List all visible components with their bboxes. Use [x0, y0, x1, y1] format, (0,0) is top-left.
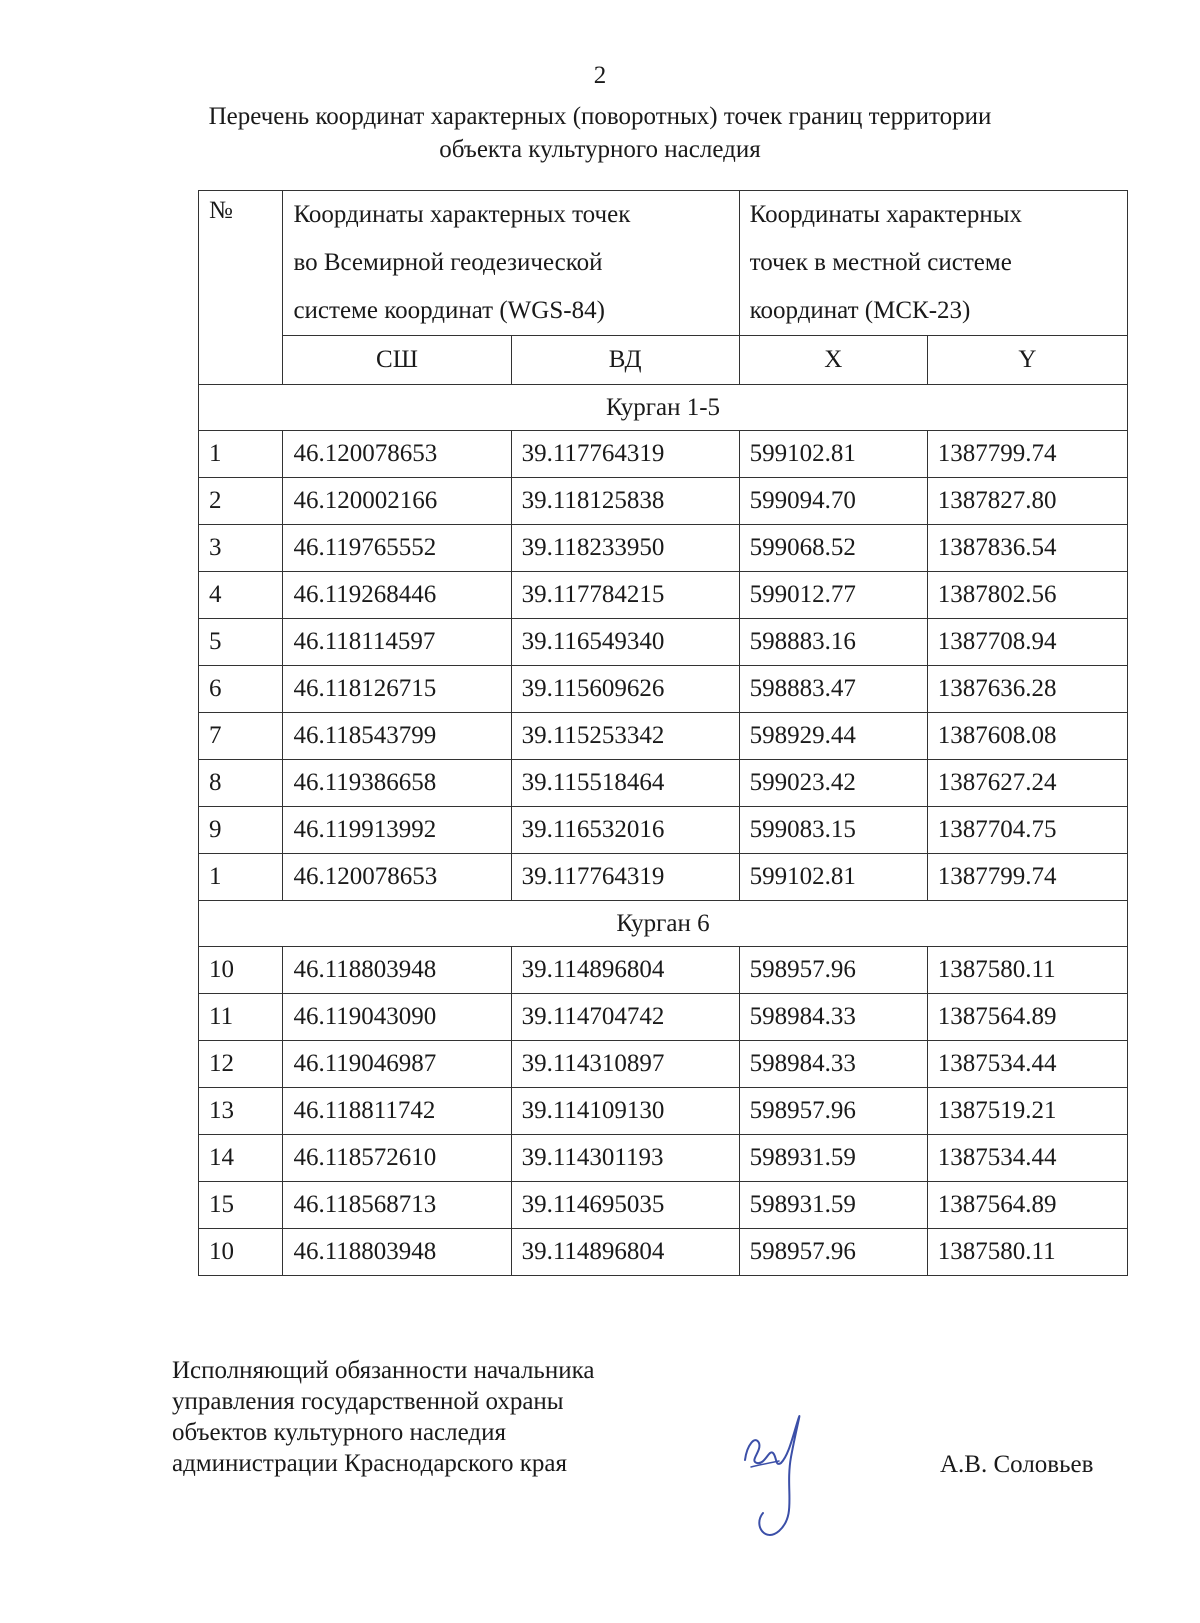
table-row: [199, 525, 1128, 572]
cell-latitude: 46.120002166: [283, 478, 511, 525]
cell-x: 598883.16: [739, 619, 927, 666]
cell-x: 599068.52: [739, 525, 927, 572]
cell-longitude: 39.117764319: [511, 431, 739, 478]
table-row: [199, 807, 1128, 854]
cell-longitude: 39.114896804: [511, 1229, 739, 1276]
cell-latitude: 46.118803948: [283, 1229, 511, 1276]
cell-latitude: 46.120078653: [283, 854, 511, 901]
cell-y: 1387627.24: [927, 760, 1127, 807]
cell-x: 598984.33: [739, 1041, 927, 1088]
cell-latitude: 46.119046987: [283, 1041, 511, 1088]
cell-latitude: 46.119386658: [283, 760, 511, 807]
cell-x: 599023.42: [739, 760, 927, 807]
signatory-line-4: администрации Краснодарского края: [172, 1450, 568, 1477]
table-row: [199, 760, 1128, 807]
document-title: [150, 100, 1050, 166]
cell-latitude: 46.118811742: [283, 1088, 511, 1135]
cell-latitude: 46.118568713: [283, 1182, 511, 1229]
table-row: [199, 1182, 1128, 1229]
header-wgs84-line-1: Координаты характерных точек: [293, 201, 631, 228]
cell-latitude: 46.119913992: [283, 807, 511, 854]
cell-point-number: 1: [199, 854, 283, 901]
cell-point-number: 2: [199, 478, 283, 525]
table-row: [199, 1135, 1128, 1182]
cell-y: 1387534.44: [927, 1041, 1127, 1088]
table-subheader-row: [199, 336, 1128, 385]
section-row: [199, 385, 1128, 431]
cell-y: 1387580.11: [927, 1229, 1127, 1276]
header-x: X: [739, 336, 927, 385]
cell-longitude: 39.117764319: [511, 854, 739, 901]
cell-x: 598957.96: [739, 947, 927, 994]
header-msk23-line-2: точек в местной системе: [749, 249, 1012, 276]
table-header-row: [199, 191, 1128, 336]
cell-x: 598957.96: [739, 1229, 927, 1276]
signatory-position: [172, 1355, 594, 1479]
signer-name: А.В. Соловьев: [940, 1451, 1094, 1478]
cell-y: 1387708.94: [927, 619, 1127, 666]
cell-point-number: 9: [199, 807, 283, 854]
cell-point-number: 8: [199, 760, 283, 807]
signatory-line-2: управления государственной охраны: [172, 1388, 564, 1415]
cell-y: 1387802.56: [927, 572, 1127, 619]
cell-longitude: 39.118125838: [511, 478, 739, 525]
cell-x: 598931.59: [739, 1182, 927, 1229]
cell-y: 1387636.28: [927, 666, 1127, 713]
cell-x: 599102.81: [739, 854, 927, 901]
cell-longitude: 39.116532016: [511, 807, 739, 854]
cell-longitude: 39.114301193: [511, 1135, 739, 1182]
cell-point-number: 10: [199, 1229, 283, 1276]
cell-y: 1387704.75: [927, 807, 1127, 854]
cell-longitude: 39.114310897: [511, 1041, 739, 1088]
cell-latitude: 46.119268446: [283, 572, 511, 619]
cell-latitude: 46.119043090: [283, 994, 511, 1041]
cell-longitude: 39.115518464: [511, 760, 739, 807]
cell-point-number: 12: [199, 1041, 283, 1088]
table-row: [199, 713, 1128, 760]
cell-x: 599083.15: [739, 807, 927, 854]
cell-longitude: 39.114704742: [511, 994, 739, 1041]
cell-x: 598984.33: [739, 994, 927, 1041]
table-row: [199, 994, 1128, 1041]
coordinates-table: [198, 190, 1128, 1276]
signatory-line-1: Исполняющий обязанности начальника: [172, 1357, 595, 1384]
cell-x: 599102.81: [739, 431, 927, 478]
signatory-line-3: объектов культурного наследия: [172, 1419, 506, 1446]
cell-y: 1387608.08: [927, 713, 1127, 760]
cell-y: 1387827.80: [927, 478, 1127, 525]
table-row: [199, 854, 1128, 901]
page-number: 2: [593, 62, 607, 89]
cell-x: 599012.77: [739, 572, 927, 619]
table-row: [199, 666, 1128, 713]
cell-x: 598931.59: [739, 1135, 927, 1182]
table-row: [199, 619, 1128, 666]
table-row: [199, 947, 1128, 994]
cell-x: 598957.96: [739, 1088, 927, 1135]
section-row: [199, 901, 1128, 947]
cell-longitude: 39.114109130: [511, 1088, 739, 1135]
cell-latitude: 46.118114597: [283, 619, 511, 666]
cell-point-number: 13: [199, 1088, 283, 1135]
cell-longitude: 39.114695035: [511, 1182, 739, 1229]
title-line-2: объекта культурного наследия: [439, 136, 761, 163]
header-wgs84-line-3: системе координат (WGS-84): [293, 297, 605, 324]
table-row: [199, 431, 1128, 478]
cell-point-number: 6: [199, 666, 283, 713]
cell-y: 1387836.54: [927, 525, 1127, 572]
cell-latitude: 46.120078653: [283, 431, 511, 478]
cell-latitude: 46.118543799: [283, 713, 511, 760]
table-row: [199, 572, 1128, 619]
header-latitude: СШ: [283, 336, 511, 385]
table-row: [199, 1088, 1128, 1135]
cell-latitude: 46.119765552: [283, 525, 511, 572]
header-longitude: ВД: [511, 336, 739, 385]
header-msk23-line-1: Координаты характерных: [749, 201, 1023, 228]
cell-point-number: 1: [199, 431, 283, 478]
cell-x: 598883.47: [739, 666, 927, 713]
cell-longitude: 39.118233950: [511, 525, 739, 572]
cell-x: 599094.70: [739, 478, 927, 525]
cell-point-number: 10: [199, 947, 283, 994]
cell-x: 598929.44: [739, 713, 927, 760]
cell-y: 1387799.74: [927, 854, 1127, 901]
section-title: Курган 1-5: [199, 385, 1128, 431]
cell-y: 1387580.11: [927, 947, 1127, 994]
header-wgs84-line-2: во Всемирной геодезической: [293, 249, 603, 276]
cell-point-number: 5: [199, 619, 283, 666]
table-row: [199, 1041, 1128, 1088]
handwritten-signature: [735, 1405, 845, 1545]
cell-latitude: 46.118126715: [283, 666, 511, 713]
title-line-1: Перечень координат характерных (поворотных) точек границ территории: [208, 103, 992, 130]
cell-longitude: 39.115609626: [511, 666, 739, 713]
cell-point-number: 4: [199, 572, 283, 619]
cell-point-number: 15: [199, 1182, 283, 1229]
header-number: №: [199, 191, 283, 385]
table-row: [199, 1229, 1128, 1276]
cell-point-number: 14: [199, 1135, 283, 1182]
header-msk23: [739, 191, 1127, 336]
header-msk23-line-3: координат (МСК-23): [749, 297, 971, 324]
cell-longitude: 39.114896804: [511, 947, 739, 994]
section-title: Курган 6: [199, 901, 1128, 947]
cell-y: 1387564.89: [927, 1182, 1127, 1229]
cell-y: 1387799.74: [927, 431, 1127, 478]
cell-latitude: 46.118572610: [283, 1135, 511, 1182]
cell-longitude: 39.116549340: [511, 619, 739, 666]
cell-longitude: 39.117784215: [511, 572, 739, 619]
cell-point-number: 7: [199, 713, 283, 760]
header-y: Y: [927, 336, 1127, 385]
cell-y: 1387564.89: [927, 994, 1127, 1041]
header-wgs84: [283, 191, 739, 336]
cell-point-number: 3: [199, 525, 283, 572]
cell-longitude: 39.115253342: [511, 713, 739, 760]
cell-y: 1387519.21: [927, 1088, 1127, 1135]
cell-point-number: 11: [199, 994, 283, 1041]
cell-latitude: 46.118803948: [283, 947, 511, 994]
table-row: [199, 478, 1128, 525]
cell-y: 1387534.44: [927, 1135, 1127, 1182]
